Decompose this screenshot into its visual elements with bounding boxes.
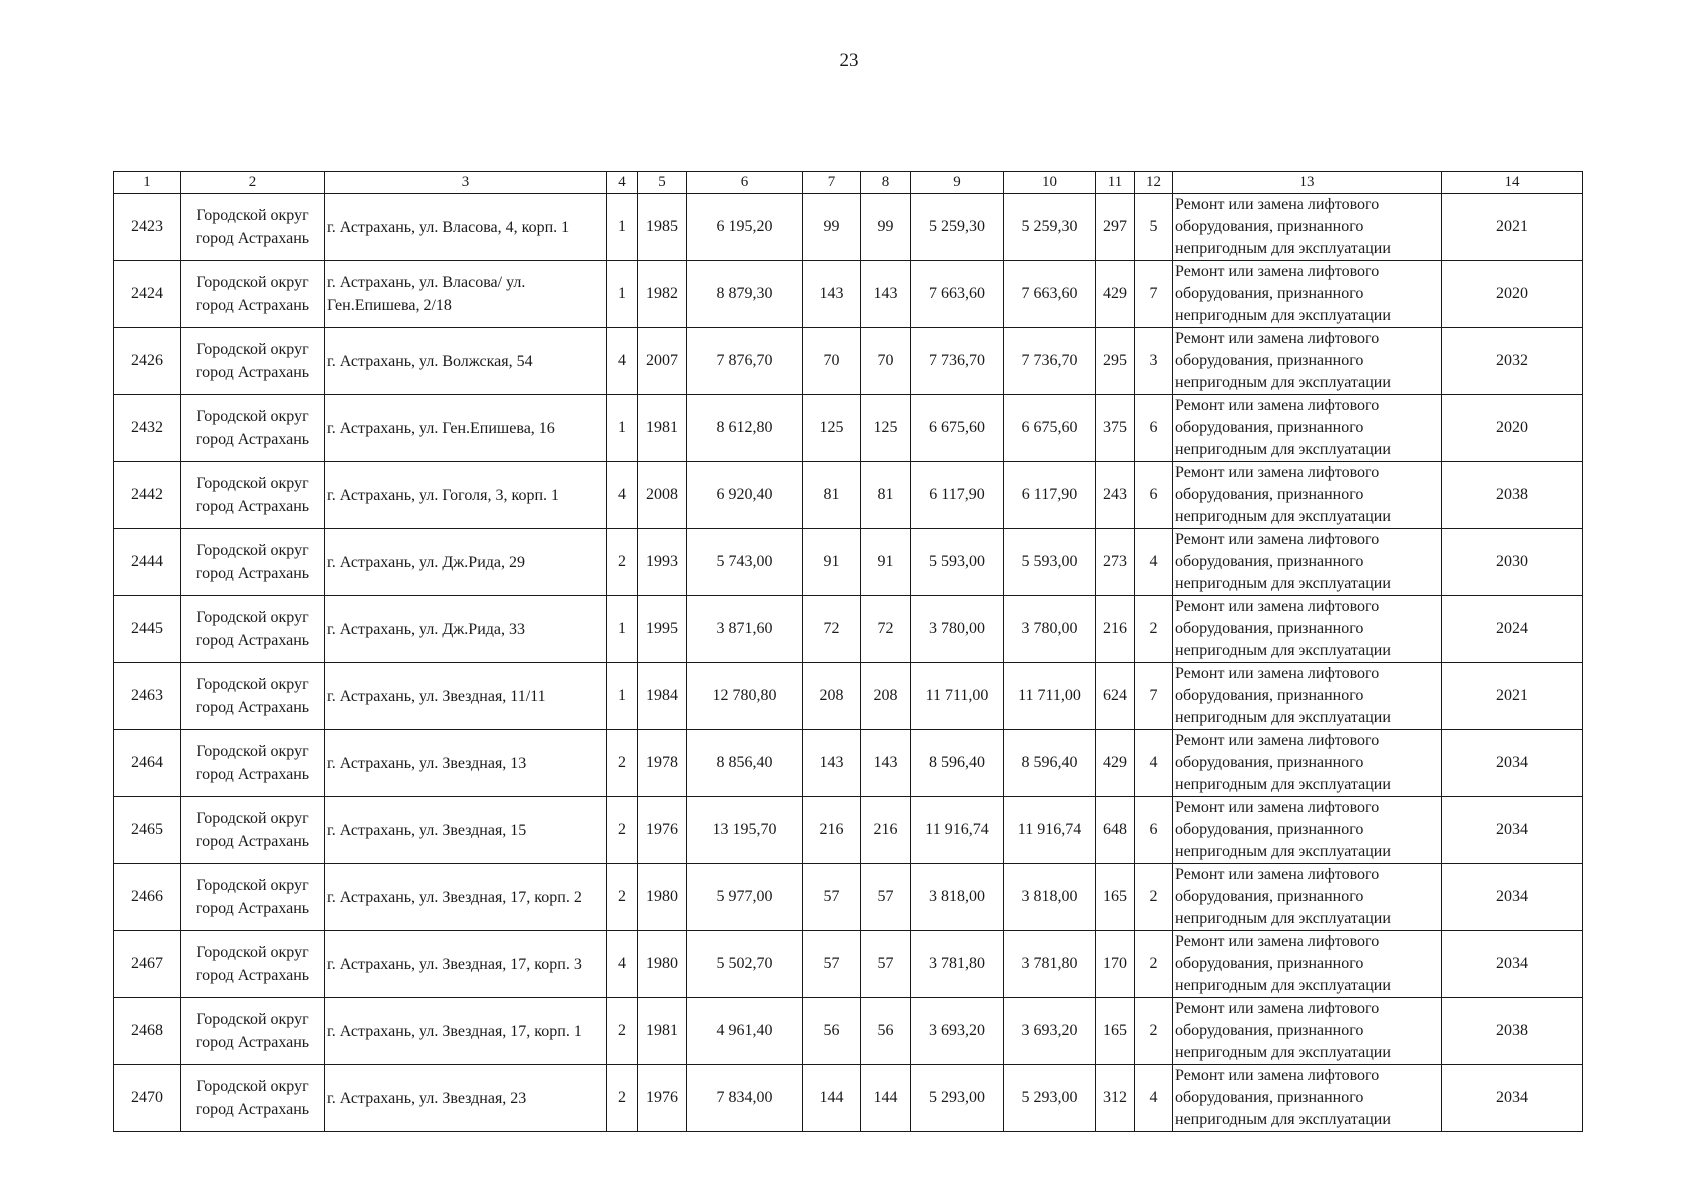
address-cell: г. Астрахань, ул. Власова, 4, корп. 1 bbox=[325, 194, 607, 261]
planned-year-cell: 2034 bbox=[1442, 1065, 1583, 1132]
col9-value-cell: 5 593,00 bbox=[911, 529, 1004, 596]
table-row bbox=[114, 1065, 1583, 1132]
col9-value-cell: 5 293,00 bbox=[911, 1065, 1004, 1132]
row-number-cell: 2432 bbox=[114, 395, 181, 462]
year-cell: 1984 bbox=[638, 663, 687, 730]
col10-value-cell: 5 259,30 bbox=[1004, 194, 1096, 261]
col9-value-cell: 6 117,90 bbox=[911, 462, 1004, 529]
col9-value-cell: 3 781,80 bbox=[911, 931, 1004, 998]
col4-cell: 1 bbox=[607, 261, 638, 328]
col9-value-cell: 3 818,00 bbox=[911, 864, 1004, 931]
col12-value-cell: 4 bbox=[1135, 529, 1173, 596]
col7-value-cell: 143 bbox=[803, 730, 861, 797]
work-type-cell: Ремонт или замена лифтового оборудования, признанного непригодным для эксплуатации bbox=[1173, 797, 1442, 864]
planned-year-cell: 2021 bbox=[1442, 194, 1583, 261]
col11-value-cell: 165 bbox=[1096, 998, 1135, 1065]
column-header-3: 3 bbox=[325, 172, 607, 194]
municipality-cell: Городской округ город Астрахань bbox=[181, 730, 325, 797]
address-cell: г. Астрахань, ул. Дж.Рида, 29 bbox=[325, 529, 607, 596]
col10-value-cell: 6 117,90 bbox=[1004, 462, 1096, 529]
year-cell: 1978 bbox=[638, 730, 687, 797]
col6-value-cell: 7 834,00 bbox=[687, 1065, 803, 1132]
year-cell: 1995 bbox=[638, 596, 687, 663]
col11-value-cell: 648 bbox=[1096, 797, 1135, 864]
year-cell: 1985 bbox=[638, 194, 687, 261]
column-header-4: 4 bbox=[607, 172, 638, 194]
planned-year-cell: 2038 bbox=[1442, 998, 1583, 1065]
work-type-cell: Ремонт или замена лифтового оборудования, признанного непригодным для эксплуатации bbox=[1173, 328, 1442, 395]
col12-value-cell: 4 bbox=[1135, 1065, 1173, 1132]
planned-year-cell: 2021 bbox=[1442, 663, 1583, 730]
work-type-cell: Ремонт или замена лифтового оборудования, признанного непригодным для эксплуатации bbox=[1173, 663, 1442, 730]
col6-value-cell: 3 871,60 bbox=[687, 596, 803, 663]
col6-value-cell: 8 856,40 bbox=[687, 730, 803, 797]
col4-cell: 4 bbox=[607, 328, 638, 395]
column-header-13: 13 bbox=[1173, 172, 1442, 194]
col8-value-cell: 56 bbox=[861, 998, 911, 1065]
planned-year-cell: 2034 bbox=[1442, 797, 1583, 864]
col12-value-cell: 6 bbox=[1135, 797, 1173, 864]
column-header-8: 8 bbox=[861, 172, 911, 194]
col12-value-cell: 4 bbox=[1135, 730, 1173, 797]
col8-value-cell: 144 bbox=[861, 1065, 911, 1132]
col9-value-cell: 11 916,74 bbox=[911, 797, 1004, 864]
col7-value-cell: 216 bbox=[803, 797, 861, 864]
year-cell: 1980 bbox=[638, 864, 687, 931]
municipality-cell: Городской округ город Астрахань bbox=[181, 194, 325, 261]
col8-value-cell: 143 bbox=[861, 261, 911, 328]
col4-cell: 2 bbox=[607, 529, 638, 596]
work-type-cell: Ремонт или замена лифтового оборудования, признанного непригодным для эксплуатации bbox=[1173, 462, 1442, 529]
work-type-cell: Ремонт или замена лифтового оборудования, признанного непригодным для эксплуатации bbox=[1173, 730, 1442, 797]
work-type-cell: Ремонт или замена лифтового оборудования, признанного непригодным для эксплуатации bbox=[1173, 529, 1442, 596]
col9-value-cell: 7 736,70 bbox=[911, 328, 1004, 395]
col4-cell: 1 bbox=[607, 395, 638, 462]
planned-year-cell: 2034 bbox=[1442, 931, 1583, 998]
col12-value-cell: 5 bbox=[1135, 194, 1173, 261]
col10-value-cell: 3 781,80 bbox=[1004, 931, 1096, 998]
address-cell: г. Астрахань, ул. Звездная, 13 bbox=[325, 730, 607, 797]
col8-value-cell: 57 bbox=[861, 864, 911, 931]
column-header-14: 14 bbox=[1442, 172, 1583, 194]
work-type-cell: Ремонт или замена лифтового оборудования, признанного непригодным для эксплуатации bbox=[1173, 261, 1442, 328]
col11-value-cell: 375 bbox=[1096, 395, 1135, 462]
row-number-cell: 2467 bbox=[114, 931, 181, 998]
work-type-cell: Ремонт или замена лифтового оборудования, признанного непригодным для эксплуатации bbox=[1173, 395, 1442, 462]
col6-value-cell: 8 879,30 bbox=[687, 261, 803, 328]
table-row bbox=[114, 261, 1583, 328]
year-cell: 1980 bbox=[638, 931, 687, 998]
col10-value-cell: 8 596,40 bbox=[1004, 730, 1096, 797]
col11-value-cell: 429 bbox=[1096, 261, 1135, 328]
col9-value-cell: 7 663,60 bbox=[911, 261, 1004, 328]
planned-year-cell: 2020 bbox=[1442, 261, 1583, 328]
col4-cell: 2 bbox=[607, 864, 638, 931]
work-type-cell: Ремонт или замена лифтового оборудования, признанного непригодным для эксплуатации bbox=[1173, 1065, 1442, 1132]
column-header-7: 7 bbox=[803, 172, 861, 194]
col12-value-cell: 2 bbox=[1135, 998, 1173, 1065]
row-number-cell: 2465 bbox=[114, 797, 181, 864]
address-cell: г. Астрахань, ул. Ген.Епишева, 16 bbox=[325, 395, 607, 462]
row-number-cell: 2424 bbox=[114, 261, 181, 328]
row-number-cell: 2464 bbox=[114, 730, 181, 797]
col10-value-cell: 7 663,60 bbox=[1004, 261, 1096, 328]
col4-cell: 2 bbox=[607, 730, 638, 797]
col12-value-cell: 2 bbox=[1135, 864, 1173, 931]
work-type-cell: Ремонт или замена лифтового оборудования, признанного непригодным для эксплуатации bbox=[1173, 998, 1442, 1065]
table-row bbox=[114, 663, 1583, 730]
col7-value-cell: 70 bbox=[803, 328, 861, 395]
document-table bbox=[113, 171, 1583, 1132]
row-number-cell: 2470 bbox=[114, 1065, 181, 1132]
col7-value-cell: 57 bbox=[803, 864, 861, 931]
col8-value-cell: 57 bbox=[861, 931, 911, 998]
col10-value-cell: 11 916,74 bbox=[1004, 797, 1096, 864]
col8-value-cell: 143 bbox=[861, 730, 911, 797]
col4-cell: 2 bbox=[607, 998, 638, 1065]
col6-value-cell: 5 977,00 bbox=[687, 864, 803, 931]
table-row bbox=[114, 864, 1583, 931]
planned-year-cell: 2034 bbox=[1442, 864, 1583, 931]
table-row bbox=[114, 395, 1583, 462]
municipality-cell: Городской округ город Астрахань bbox=[181, 596, 325, 663]
address-cell: г. Астрахань, ул. Гоголя, 3, корп. 1 bbox=[325, 462, 607, 529]
municipality-cell: Городской округ город Астрахань bbox=[181, 328, 325, 395]
municipality-cell: Городской округ город Астрахань bbox=[181, 1065, 325, 1132]
col7-value-cell: 91 bbox=[803, 529, 861, 596]
col12-value-cell: 6 bbox=[1135, 462, 1173, 529]
col12-value-cell: 3 bbox=[1135, 328, 1173, 395]
col4-cell: 4 bbox=[607, 462, 638, 529]
work-type-cell: Ремонт или замена лифтового оборудования, признанного непригодным для эксплуатации bbox=[1173, 194, 1442, 261]
page-number: 23 bbox=[839, 50, 859, 71]
work-type-cell: Ремонт или замена лифтового оборудования, признанного непригодным для эксплуатации bbox=[1173, 864, 1442, 931]
row-number-cell: 2445 bbox=[114, 596, 181, 663]
address-cell: г. Астрахань, ул. Волжская, 54 bbox=[325, 328, 607, 395]
planned-year-cell: 2020 bbox=[1442, 395, 1583, 462]
year-cell: 1981 bbox=[638, 395, 687, 462]
row-number-cell: 2463 bbox=[114, 663, 181, 730]
col4-cell: 2 bbox=[607, 1065, 638, 1132]
column-header-9: 9 bbox=[911, 172, 1004, 194]
col7-value-cell: 81 bbox=[803, 462, 861, 529]
col12-value-cell: 2 bbox=[1135, 931, 1173, 998]
column-header-11: 11 bbox=[1096, 172, 1135, 194]
col7-value-cell: 144 bbox=[803, 1065, 861, 1132]
col4-cell: 1 bbox=[607, 596, 638, 663]
col7-value-cell: 125 bbox=[803, 395, 861, 462]
col7-value-cell: 208 bbox=[803, 663, 861, 730]
table-row bbox=[114, 462, 1583, 529]
municipality-cell: Городской округ город Астрахань bbox=[181, 395, 325, 462]
planned-year-cell: 2032 bbox=[1442, 328, 1583, 395]
row-number-cell: 2442 bbox=[114, 462, 181, 529]
table-row bbox=[114, 194, 1583, 261]
col4-cell: 1 bbox=[607, 194, 638, 261]
col10-value-cell: 3 818,00 bbox=[1004, 864, 1096, 931]
col11-value-cell: 170 bbox=[1096, 931, 1135, 998]
row-number-cell: 2466 bbox=[114, 864, 181, 931]
column-header-5: 5 bbox=[638, 172, 687, 194]
col6-value-cell: 12 780,80 bbox=[687, 663, 803, 730]
col11-value-cell: 624 bbox=[1096, 663, 1135, 730]
address-cell: г. Астрахань, ул. Власова/ ул. Ген.Епишева, 2/18 bbox=[325, 261, 607, 328]
col12-value-cell: 7 bbox=[1135, 663, 1173, 730]
municipality-cell: Городской округ город Астрахань bbox=[181, 931, 325, 998]
col11-value-cell: 216 bbox=[1096, 596, 1135, 663]
planned-year-cell: 2034 bbox=[1442, 730, 1583, 797]
col9-value-cell: 8 596,40 bbox=[911, 730, 1004, 797]
table-row bbox=[114, 998, 1583, 1065]
col8-value-cell: 216 bbox=[861, 797, 911, 864]
address-cell: г. Астрахань, ул. Звездная, 23 bbox=[325, 1065, 607, 1132]
planned-year-cell: 2024 bbox=[1442, 596, 1583, 663]
col9-value-cell: 5 259,30 bbox=[911, 194, 1004, 261]
year-cell: 2007 bbox=[638, 328, 687, 395]
document-table-container bbox=[113, 171, 1582, 1132]
col10-value-cell: 7 736,70 bbox=[1004, 328, 1096, 395]
col9-value-cell: 11 711,00 bbox=[911, 663, 1004, 730]
table-row bbox=[114, 529, 1583, 596]
row-number-cell: 2444 bbox=[114, 529, 181, 596]
planned-year-cell: 2038 bbox=[1442, 462, 1583, 529]
column-header-1: 1 bbox=[114, 172, 181, 194]
table-header-row bbox=[114, 172, 1583, 194]
table-row bbox=[114, 328, 1583, 395]
year-cell: 1976 bbox=[638, 797, 687, 864]
address-cell: г. Астрахань, ул. Звездная, 17, корп. 1 bbox=[325, 998, 607, 1065]
col9-value-cell: 3 693,20 bbox=[911, 998, 1004, 1065]
col7-value-cell: 143 bbox=[803, 261, 861, 328]
address-cell: г. Астрахань, ул. Дж.Рида, 33 bbox=[325, 596, 607, 663]
col6-value-cell: 4 961,40 bbox=[687, 998, 803, 1065]
col8-value-cell: 70 bbox=[861, 328, 911, 395]
col10-value-cell: 11 711,00 bbox=[1004, 663, 1096, 730]
table-row bbox=[114, 797, 1583, 864]
col4-cell: 4 bbox=[607, 931, 638, 998]
column-header-2: 2 bbox=[181, 172, 325, 194]
col8-value-cell: 208 bbox=[861, 663, 911, 730]
address-cell: г. Астрахань, ул. Звездная, 11/11 bbox=[325, 663, 607, 730]
col12-value-cell: 7 bbox=[1135, 261, 1173, 328]
municipality-cell: Городской округ город Астрахань bbox=[181, 797, 325, 864]
address-cell: г. Астрахань, ул. Звездная, 15 bbox=[325, 797, 607, 864]
col7-value-cell: 56 bbox=[803, 998, 861, 1065]
municipality-cell: Городской округ город Астрахань bbox=[181, 864, 325, 931]
col6-value-cell: 13 195,70 bbox=[687, 797, 803, 864]
municipality-cell: Городской округ город Астрахань bbox=[181, 261, 325, 328]
col8-value-cell: 91 bbox=[861, 529, 911, 596]
col11-value-cell: 295 bbox=[1096, 328, 1135, 395]
col11-value-cell: 429 bbox=[1096, 730, 1135, 797]
address-cell: г. Астрахань, ул. Звездная, 17, корп. 2 bbox=[325, 864, 607, 931]
work-type-cell: Ремонт или замена лифтового оборудования, признанного непригодным для эксплуатации bbox=[1173, 596, 1442, 663]
col11-value-cell: 297 bbox=[1096, 194, 1135, 261]
col9-value-cell: 6 675,60 bbox=[911, 395, 1004, 462]
year-cell: 2008 bbox=[638, 462, 687, 529]
row-number-cell: 2423 bbox=[114, 194, 181, 261]
municipality-cell: Городской округ город Астрахань bbox=[181, 462, 325, 529]
col6-value-cell: 6 920,40 bbox=[687, 462, 803, 529]
col7-value-cell: 57 bbox=[803, 931, 861, 998]
address-cell: г. Астрахань, ул. Звездная, 17, корп. 3 bbox=[325, 931, 607, 998]
table-body bbox=[114, 194, 1583, 1132]
col6-value-cell: 5 743,00 bbox=[687, 529, 803, 596]
col12-value-cell: 2 bbox=[1135, 596, 1173, 663]
col8-value-cell: 99 bbox=[861, 194, 911, 261]
year-cell: 1981 bbox=[638, 998, 687, 1065]
column-header-12: 12 bbox=[1135, 172, 1173, 194]
col10-value-cell: 5 293,00 bbox=[1004, 1065, 1096, 1132]
col8-value-cell: 125 bbox=[861, 395, 911, 462]
col10-value-cell: 3 693,20 bbox=[1004, 998, 1096, 1065]
col9-value-cell: 3 780,00 bbox=[911, 596, 1004, 663]
col11-value-cell: 243 bbox=[1096, 462, 1135, 529]
table-row bbox=[114, 931, 1583, 998]
col10-value-cell: 6 675,60 bbox=[1004, 395, 1096, 462]
municipality-cell: Городской округ город Астрахань bbox=[181, 663, 325, 730]
municipality-cell: Городской округ город Астрахань bbox=[181, 529, 325, 596]
col10-value-cell: 5 593,00 bbox=[1004, 529, 1096, 596]
col11-value-cell: 273 bbox=[1096, 529, 1135, 596]
planned-year-cell: 2030 bbox=[1442, 529, 1583, 596]
col7-value-cell: 99 bbox=[803, 194, 861, 261]
row-number-cell: 2468 bbox=[114, 998, 181, 1065]
row-number-cell: 2426 bbox=[114, 328, 181, 395]
col10-value-cell: 3 780,00 bbox=[1004, 596, 1096, 663]
column-header-10: 10 bbox=[1004, 172, 1096, 194]
year-cell: 1976 bbox=[638, 1065, 687, 1132]
col8-value-cell: 81 bbox=[861, 462, 911, 529]
col4-cell: 1 bbox=[607, 663, 638, 730]
work-type-cell: Ремонт или замена лифтового оборудования, признанного непригодным для эксплуатации bbox=[1173, 931, 1442, 998]
col6-value-cell: 7 876,70 bbox=[687, 328, 803, 395]
year-cell: 1982 bbox=[638, 261, 687, 328]
col6-value-cell: 6 195,20 bbox=[687, 194, 803, 261]
municipality-cell: Городской округ город Астрахань bbox=[181, 998, 325, 1065]
year-cell: 1993 bbox=[638, 529, 687, 596]
col6-value-cell: 8 612,80 bbox=[687, 395, 803, 462]
col11-value-cell: 165 bbox=[1096, 864, 1135, 931]
col7-value-cell: 72 bbox=[803, 596, 861, 663]
col11-value-cell: 312 bbox=[1096, 1065, 1135, 1132]
col4-cell: 2 bbox=[607, 797, 638, 864]
table-row bbox=[114, 730, 1583, 797]
col12-value-cell: 6 bbox=[1135, 395, 1173, 462]
column-header-6: 6 bbox=[687, 172, 803, 194]
col6-value-cell: 5 502,70 bbox=[687, 931, 803, 998]
col8-value-cell: 72 bbox=[861, 596, 911, 663]
table-row bbox=[114, 596, 1583, 663]
